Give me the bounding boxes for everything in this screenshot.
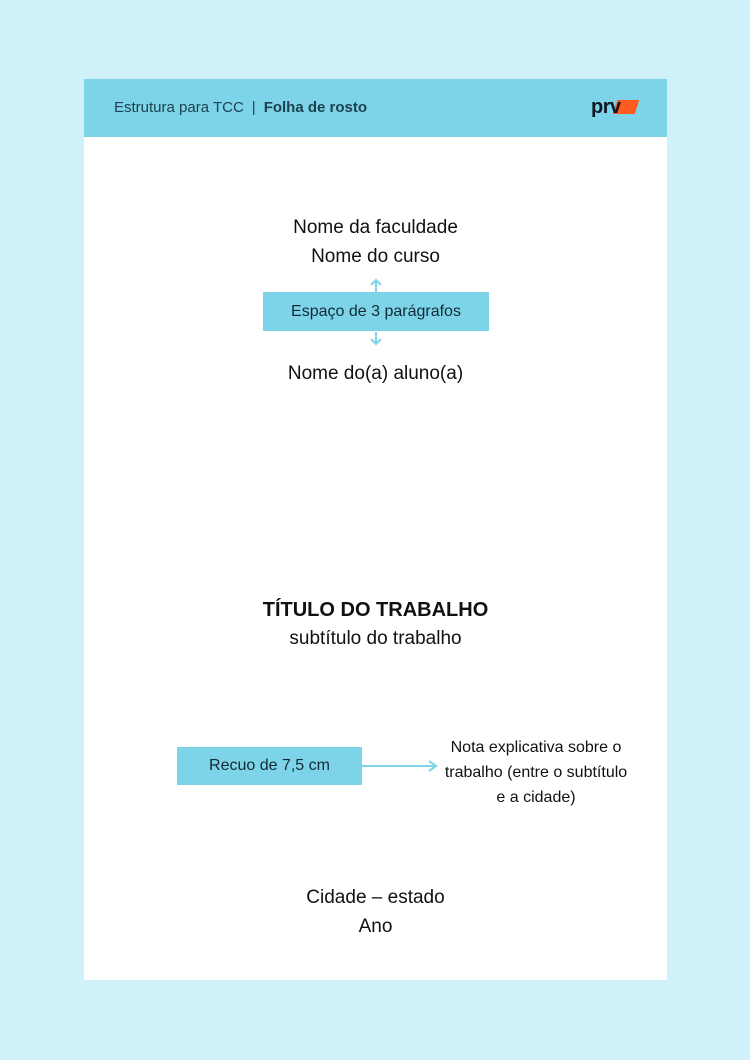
course-name: Nome do curso bbox=[311, 246, 440, 267]
work-subtitle: subtítulo do trabalho bbox=[289, 628, 462, 649]
header-label: Estrutura para TCC bbox=[114, 99, 244, 116]
prv-logo bbox=[591, 96, 641, 120]
arrow-up-icon bbox=[369, 279, 383, 293]
explanatory-note: Nota explicativa sobre o trabalho (entre o subtítulo e a cidade) bbox=[444, 739, 628, 806]
student-name: Nome do(a) aluno(a) bbox=[287, 363, 464, 384]
spacing-label: Espaço de 3 parágrafos bbox=[263, 292, 489, 331]
header-text bbox=[114, 99, 367, 116]
year: Ano bbox=[358, 916, 393, 937]
work-title: TÍTULO DO TRABALHO bbox=[262, 599, 489, 621]
page-header bbox=[84, 79, 667, 137]
header-separator: | bbox=[251, 99, 256, 116]
logo-text: prv bbox=[591, 96, 621, 118]
arrow-right-icon bbox=[362, 759, 438, 773]
header-section: Folha de rosto bbox=[263, 99, 368, 116]
indent-label: Recuo de 7,5 cm bbox=[177, 747, 362, 785]
faculty-name: Nome da faculdade bbox=[293, 217, 458, 238]
cover-page bbox=[84, 79, 667, 980]
city-state: Cidade – estado bbox=[306, 887, 445, 908]
arrow-down-icon bbox=[369, 331, 383, 346]
